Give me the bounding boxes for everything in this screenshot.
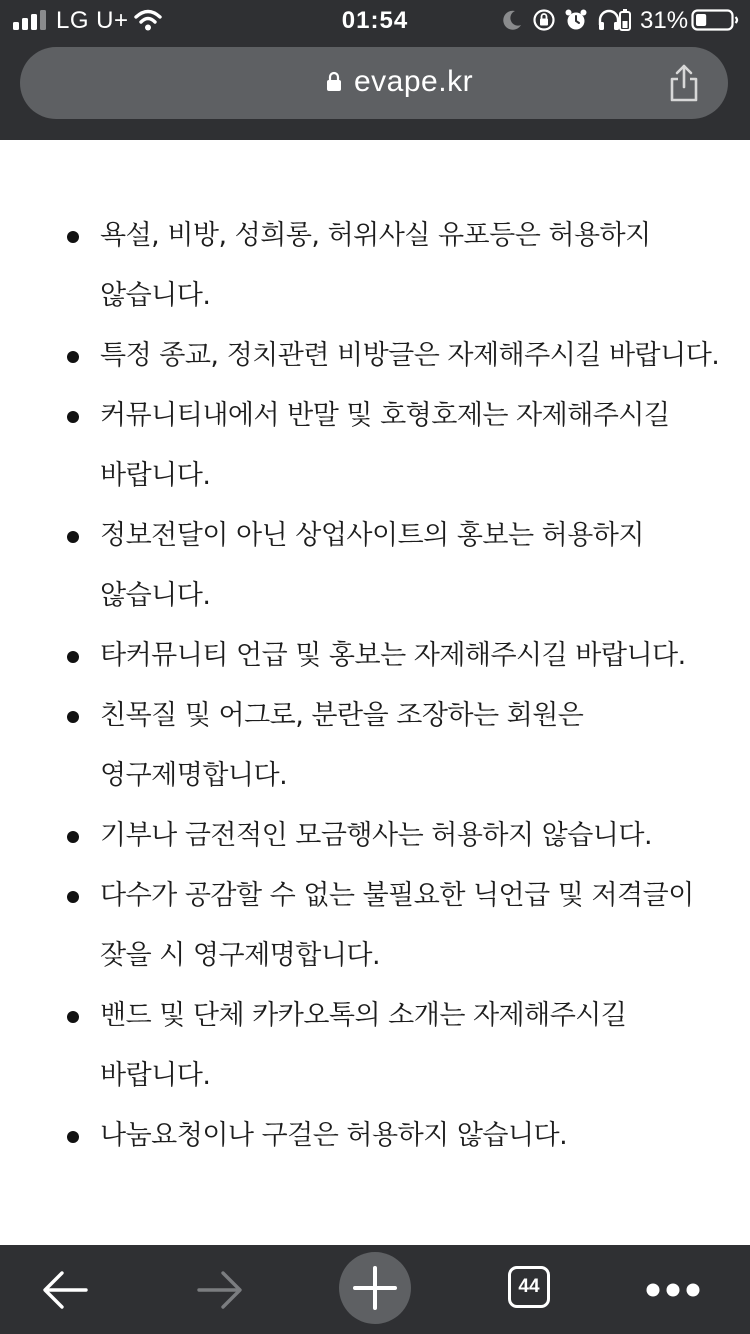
list-item xyxy=(0,506,750,626)
list-item xyxy=(0,986,750,1106)
list-item xyxy=(0,686,750,806)
bullet-icon xyxy=(67,231,79,243)
rule-text: 다수가 공감할 수 없는 불필요한 닉언급 및 저격글이 잦을 시 영구제명합니다. xyxy=(100,880,694,971)
tab-count: 44 xyxy=(508,1266,550,1308)
page-content xyxy=(0,140,750,1245)
carrier-name: LG U+ xyxy=(56,7,129,34)
share-icon[interactable] xyxy=(668,64,700,102)
back-button[interactable] xyxy=(20,1245,110,1334)
lock-icon xyxy=(326,71,342,92)
address-bar[interactable] xyxy=(20,47,728,119)
more-icon xyxy=(645,1282,701,1298)
rule-text: 나눔요청이나 구걸은 허용하지 않습니다. xyxy=(100,1120,568,1151)
list-item xyxy=(0,206,750,326)
rule-text: 정보전달이 아닌 상업사이트의 홍보는 허용하지 않습니다. xyxy=(100,520,644,611)
rule-text: 밴드 및 단체 카카오톡의 소개는 자제해주시길 바랍니다. xyxy=(100,1000,627,1091)
bullet-icon xyxy=(67,711,79,723)
rule-text: 친목질 및 어그로, 분란을 조장하는 회원은 영구제명합니다. xyxy=(100,700,584,791)
status-bar xyxy=(0,0,750,42)
rule-text: 욕설, 비방, 성희롱, 허위사실 유포등은 허용하지 않습니다. xyxy=(100,220,651,311)
forward-arrow-icon xyxy=(195,1270,245,1310)
bullet-icon xyxy=(67,351,79,363)
rule-text: 커뮤니티내에서 반말 및 호형호제는 자제해주시길 바랍니다. xyxy=(100,400,670,491)
battery-icon xyxy=(691,9,739,31)
orientation-lock-icon xyxy=(532,8,556,32)
list-item xyxy=(0,626,750,686)
plus-icon xyxy=(353,1266,397,1310)
bullet-icon xyxy=(67,531,79,543)
tabs-button[interactable] xyxy=(485,1245,575,1334)
rule-text: 기부나 금전적인 모금행사는 허용하지 않습니다. xyxy=(100,820,653,851)
more-button[interactable] xyxy=(628,1245,718,1334)
battery-saver-icon xyxy=(618,8,632,32)
bullet-icon xyxy=(67,831,79,843)
bullet-icon xyxy=(67,1011,79,1023)
alarm-icon xyxy=(564,8,588,32)
list-item xyxy=(0,866,750,986)
rule-text: 특정 종교, 정치관련 비방글은 자제해주시길 바랍니다. xyxy=(100,340,720,371)
new-tab-button[interactable] xyxy=(330,1245,420,1334)
list-item xyxy=(0,1106,750,1166)
bullet-icon xyxy=(67,651,79,663)
browser-top-chrome xyxy=(0,0,750,140)
forward-button[interactable] xyxy=(175,1245,265,1334)
battery-percentage: 31% xyxy=(640,7,689,34)
status-time: 01:54 xyxy=(341,7,409,34)
bullet-icon xyxy=(67,411,79,423)
list-item xyxy=(0,326,750,386)
bullet-icon xyxy=(67,891,79,903)
list-item xyxy=(0,806,750,866)
back-arrow-icon xyxy=(40,1270,90,1310)
bullet-icon xyxy=(67,1131,79,1143)
browser-toolbar xyxy=(0,1245,750,1334)
community-rules-list xyxy=(0,206,750,1166)
list-item xyxy=(0,386,750,506)
moon-icon xyxy=(500,8,524,32)
rule-text: 타커뮤니티 언급 및 홍보는 자제해주시길 바랍니다. xyxy=(100,640,686,671)
url-text[interactable]: evape.kr xyxy=(354,65,474,98)
